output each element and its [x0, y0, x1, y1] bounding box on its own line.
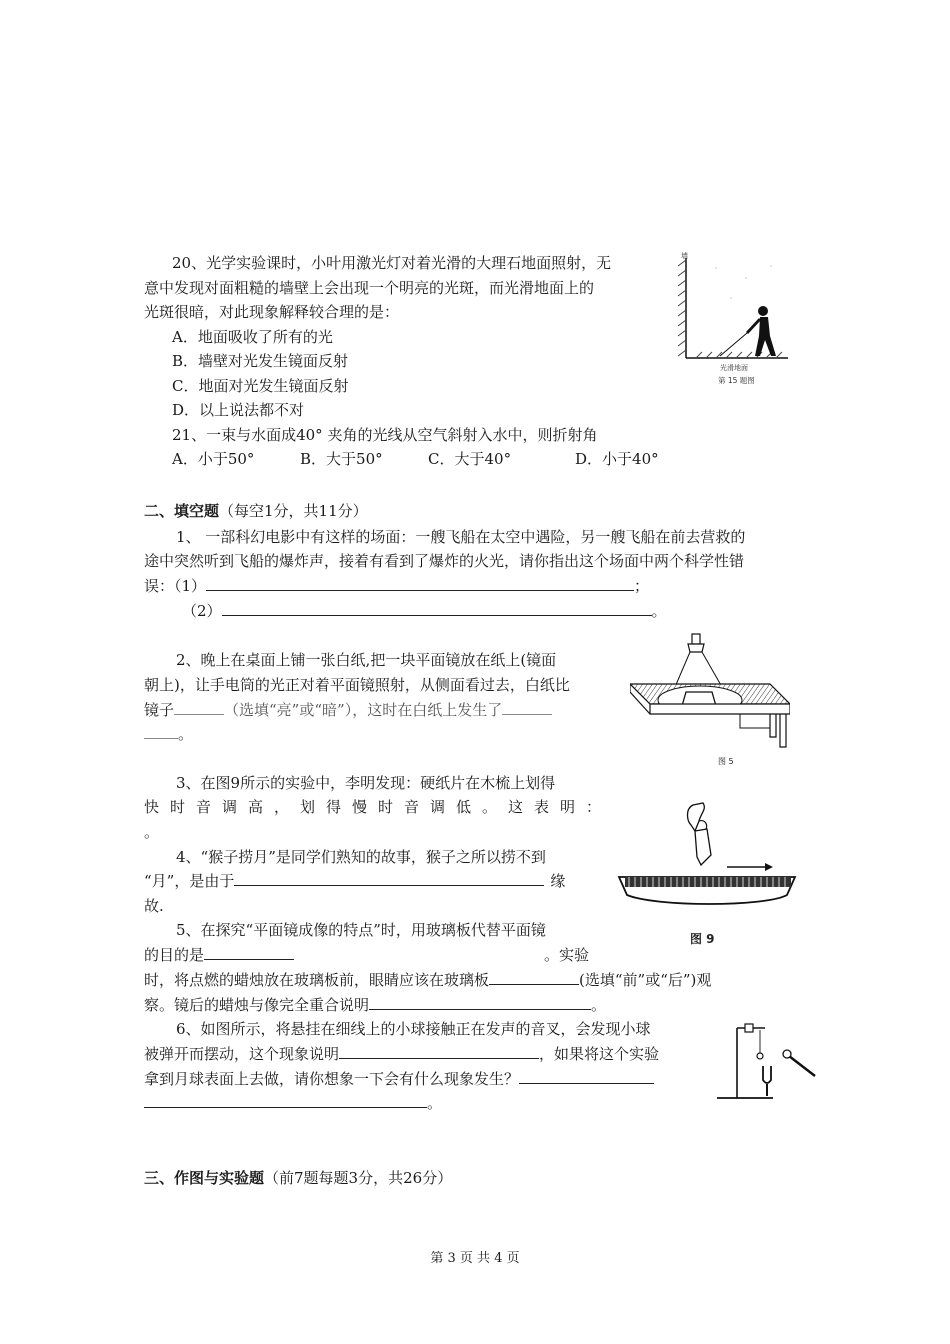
s2-q4-text-a: “月”，是由于	[144, 872, 235, 890]
section-2-note: （每空1分，共11分）	[219, 502, 368, 520]
q21-option-b: B．大于50°	[300, 450, 383, 468]
s2-q5-text-b: 。实验	[544, 946, 590, 964]
s2-q6-end: 。	[427, 1094, 443, 1112]
q20-option-c: C．地面对光发生镜面反射	[172, 377, 349, 395]
s2-q6-line3	[144, 1069, 654, 1089]
s2-q1-blank1[interactable]	[206, 576, 634, 591]
fig9-caption: 图 9	[690, 932, 715, 946]
s2-q6-line1: 6、如图所示，将悬挂在细线上的小球接触正在发声的音叉，会发现小球	[176, 1020, 651, 1038]
s2-q2-text-a: 镜子	[144, 701, 175, 719]
s2-q4-blank[interactable]	[234, 871, 544, 886]
s2-q6-blank2[interactable]	[519, 1069, 654, 1084]
section-3-note: （前7题每题3分，共26分）	[264, 1169, 453, 1187]
s2-q4-line2	[144, 871, 565, 891]
s2-q5-text-f: 。	[591, 996, 607, 1014]
s2-q5-line2	[144, 945, 589, 965]
laser-wall-figure	[676, 248, 791, 388]
s2-q6-text-c: 拿到月球表面上去做，请你想象一下会有什么现象发生？	[144, 1070, 520, 1088]
s2-q1-line4	[182, 601, 667, 621]
s2-q4-line1: 4、“猴子捞月”是同学们熟知的故事，猴子之所以捞不到	[176, 848, 546, 866]
s2-q6-line4	[144, 1093, 442, 1113]
s2-q5-text-a: 的目的是	[144, 946, 205, 964]
section-3-heading	[144, 1168, 452, 1188]
s2-q4-text-b: 缘	[550, 872, 566, 890]
s2-q3-line1: 3、在图9所示的实验中，李明发现：硬纸片在木梳上划得	[176, 774, 556, 792]
s2-q3-line2: 快时音调高，划得慢时音调低。这表明：	[144, 798, 613, 816]
s2-q6-blank2-cont[interactable]	[144, 1093, 427, 1108]
q21-option-d: D．小于40°	[575, 450, 659, 468]
s2-q6-text-b: ，如果将这个实验	[539, 1045, 660, 1063]
s2-q2-line2: 朝上)，让手电筒的光正对着平面镜照射，从侧面看过去，白纸比	[144, 676, 570, 694]
q21-line1: 21、一束与水面成40° 夹角的光线从空气斜射入水中，则折射角	[172, 426, 598, 444]
s2-q1-blank1-label: 误：（1）	[144, 577, 207, 595]
comb-card-figure	[615, 795, 800, 950]
s2-q2-blank2[interactable]	[502, 700, 552, 715]
wall-label: 墙	[681, 252, 688, 260]
q20-option-b: B．墙壁对光发生镜面反射	[172, 352, 349, 370]
q21-option-c: C．大于40°	[428, 450, 512, 468]
q20-option-d: D．以上说法都不对	[172, 401, 305, 419]
s2-q2-end: 。	[178, 725, 194, 743]
q20-figure	[676, 248, 791, 388]
section-2-title: 二、填空题	[144, 502, 220, 520]
s2-q6-text-a: 被弹开而摆动，这个现象说明	[144, 1045, 340, 1063]
s2-q2-line3	[144, 700, 552, 720]
s2-q1-blank2[interactable]	[222, 601, 652, 616]
q20-line1: 20、光学实验课时，小叶用激光灯对着光滑的大理石地面照射，无	[172, 254, 612, 272]
s2-q5-line1: 5、在探究“平面镜成像的特点”时，用玻璃板代替平面镜	[176, 921, 546, 939]
s2-q2-blank1[interactable]	[174, 700, 224, 715]
s2-q2-line4	[144, 724, 193, 744]
s2-q5-blank2[interactable]	[489, 970, 579, 985]
fig-tuning-fork	[715, 1018, 820, 1103]
s2-q5-text-e: 察。镜后的蜡烛与像完全重合说明	[144, 996, 370, 1014]
s2-q6-blank1[interactable]	[339, 1044, 539, 1059]
figure-caption: 第 15 题图	[718, 376, 755, 385]
s2-q1-line1: 1、 一部科幻电影中有这样的场面：一艘飞船在太空中遇险，另一艘飞船在前去营救的	[176, 528, 746, 546]
q21-option-a: A．小于50°	[172, 450, 255, 468]
s2-q4-line3: 故.	[144, 897, 164, 915]
s2-q5-text-c: 时，将点燃的蜡烛放在玻璃板前，眼睛应该在玻璃板	[144, 971, 490, 989]
fig9	[615, 795, 800, 950]
s2-q5-line4	[144, 995, 606, 1015]
s2-q1-line3	[144, 576, 649, 596]
s2-q5-blank1[interactable]	[204, 945, 294, 960]
flashlight-mirror-figure	[630, 632, 790, 767]
s2-q1-line2: 途中突然听到飞船的爆炸声，接着有看到了爆炸的火光，请你指出这个场面中两个科学性错	[144, 552, 745, 570]
s2-q1-blank1-end: ；	[634, 577, 650, 595]
s2-q6-line2	[144, 1044, 659, 1064]
section-2-heading	[144, 501, 368, 521]
fig5-caption: 图 5	[718, 757, 734, 766]
s2-q2-line1: 2、晚上在桌面上铺一张白纸,把一块平面镜放在纸上(镜面	[176, 651, 557, 669]
ground-label: 光滑地面	[720, 364, 748, 372]
s2-q2-text-b: （选填“亮”或“暗”），这时在白纸上发生了	[224, 701, 503, 719]
s2-q5-line3	[144, 970, 711, 990]
s2-q1-blank2-end: 。	[651, 602, 667, 620]
s2-q2-blank2-cont[interactable]	[144, 724, 178, 739]
q20-line3: 光斑很暗，对此现象解释较合理的是：	[144, 303, 400, 321]
s2-q5-blank3[interactable]	[369, 995, 591, 1010]
s2-q5-text-d: (选填“前”或“后”)观	[579, 971, 712, 989]
page-footer: 第 3 页 共 4 页	[430, 1251, 520, 1266]
q20-line2: 意中发现对面粗糙的墙壁上会出现一个明亮的光斑，而光滑地面上的	[144, 279, 595, 297]
fig5	[630, 632, 790, 767]
q20-option-a: A．地面吸收了所有的光	[172, 328, 333, 346]
s2-q1-blank2-label: （2）	[182, 602, 222, 620]
section-3-title: 三、作图与实验题	[144, 1169, 265, 1187]
tuning-fork-pendulum-figure	[715, 1018, 820, 1103]
s2-q3-line3: 。	[144, 823, 160, 841]
